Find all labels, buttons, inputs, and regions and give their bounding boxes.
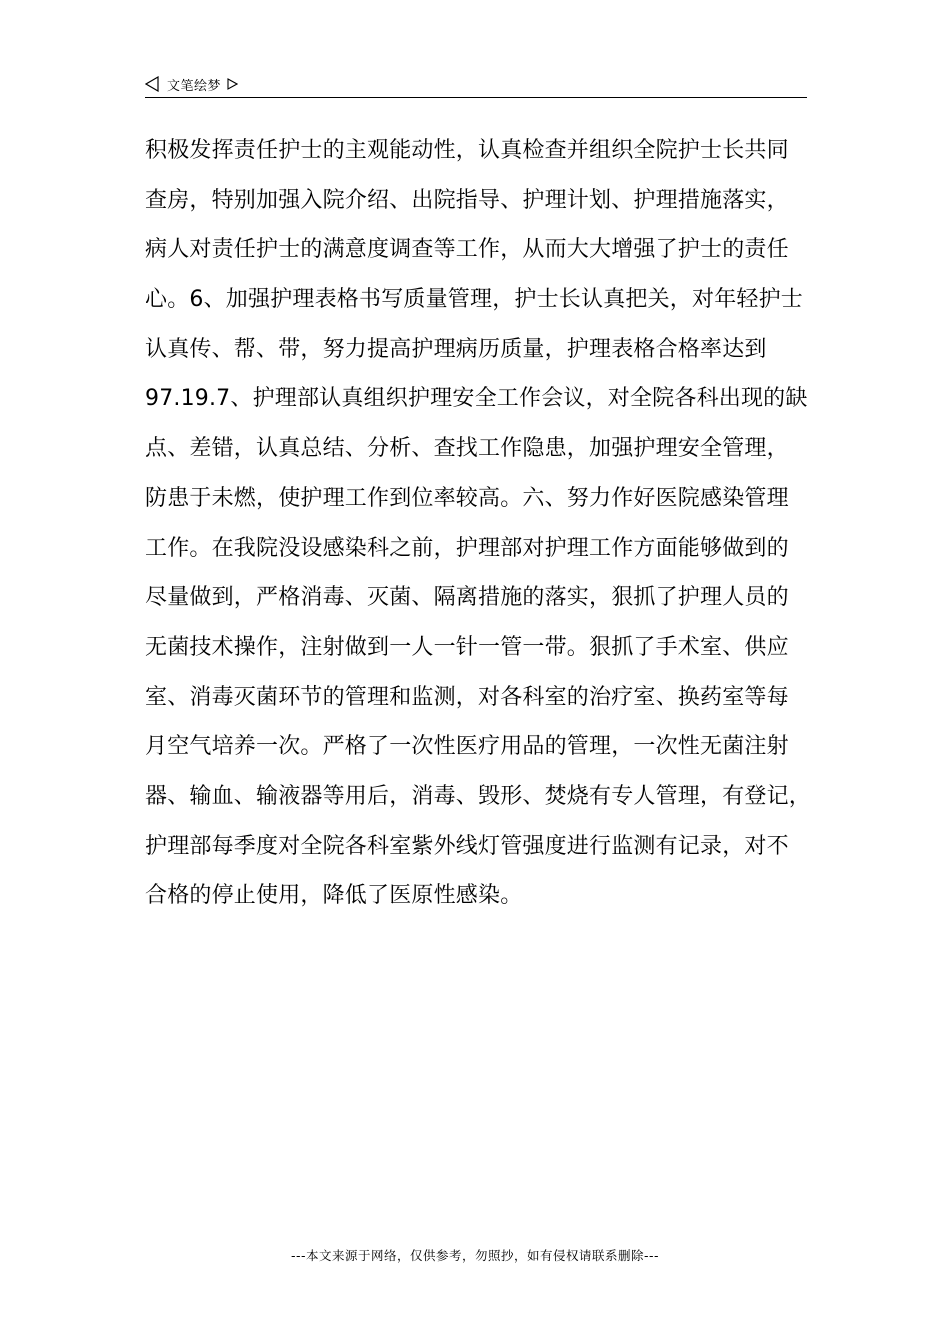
triangle-right-icon	[227, 75, 238, 87]
page-footer-disclaimer: ---本文来源于网络，仅供参考，勿照抄，如有侵权请联系删除---	[290, 1248, 660, 1263]
text-line: 合格的停止使用，降低了医原性感染。	[145, 883, 523, 909]
text-line: 器、输血、输液器等用后，消毒、毁形、焚烧有专人管理，有登记，	[145, 783, 812, 809]
text-line: 室、消毒灭菌环节的管理和监测，对各科室的治疗室、换药室等每	[145, 684, 789, 710]
text-line: 查房，特别加强入院介绍、出院指导、护理计划、护理措施落实，	[145, 187, 789, 213]
page-header	[145, 73, 807, 98]
text-line: 月空气培养一次。严格了一次性医疗用品的管理，一次性无菌注射	[145, 734, 789, 760]
text-line: 工作。在我院没设感染科之前，护理部对护理工作方面能够做到的	[145, 535, 789, 561]
text-line: 积极发挥责任护士的主观能动性，认真检查并组织全院护士长共同	[145, 138, 789, 163]
triangle-left-icon	[145, 76, 159, 92]
text-line: 认真传、帮、带，努力提高护理病历质量，护理表格合格率达到	[145, 336, 767, 362]
text-line: 点、差错，认真总结、分析、查找工作隐患，加强护理安全管理，	[145, 436, 789, 462]
text-line: 97.19.7、护理部认真组织护理安全工作会议，对全院各科出现的缺	[145, 386, 808, 412]
header-title: 文笔绘梦	[167, 78, 222, 94]
text-line: 防患于未燃，使护理工作到位率较高。六、努力作好医院感染管理	[145, 485, 789, 511]
text-line: 病人对责任护士的满意度调查等工作，从而大大增强了护士的责任	[145, 237, 789, 263]
text-line: 护理部每季度对全院各科室紫外线灯管强度进行监测有记录，对不	[145, 833, 789, 859]
document-body	[145, 126, 815, 921]
text-line: 尽量做到，严格消毒、灭菌、隔离措施的落实，狠抓了护理人员的	[145, 585, 789, 611]
text-line: 无菌技术操作，注射做到一人一针一管一带。狠抓了手术室、供应	[145, 634, 789, 660]
text-line: 心。6、加强护理表格书写质量管理，护士长认真把关，对年轻护士	[145, 287, 803, 313]
